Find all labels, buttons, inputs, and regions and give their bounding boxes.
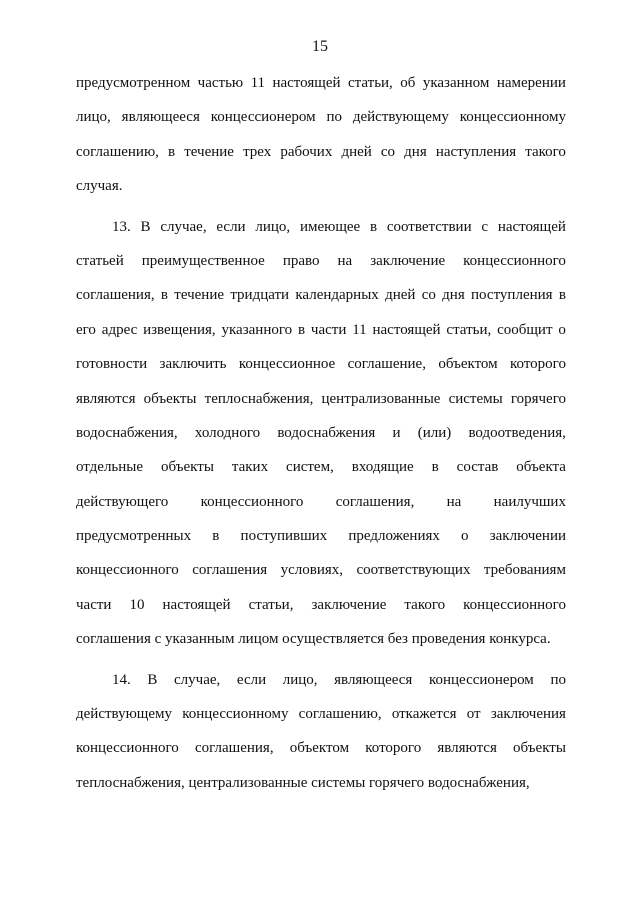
text-line: теплоснабжения, централизованные системы горячего водоснабжения, <box>76 774 530 791</box>
text-line: статьей преимущественное право на заключение концессионного <box>76 252 566 269</box>
text-line: его адрес извещения, указанного в части 11 настоящей статьи, сообщит о <box>76 321 566 338</box>
text-line: концессионного соглашения условиях, соответствующих требованиям <box>76 562 566 579</box>
text-line: соглашению, в течение трех рабочих дней со дня наступления такого <box>76 143 566 160</box>
text-line: случая. <box>76 178 123 195</box>
page-number: 15 <box>312 38 328 55</box>
text-line: предусмотренном частью 11 настоящей статьи, об указанном намерении <box>76 75 566 91</box>
paragraph <box>76 73 566 211</box>
text-line: 13. В случае, если лицо, имеющее в соответствии с настоящей <box>112 218 566 235</box>
paragraph <box>76 670 566 808</box>
text-line: предусмотренных в поступивших предложениях о заключении <box>76 528 566 545</box>
text-line: действующему концессионному соглашению, откажется от заключения <box>76 706 566 723</box>
text-line: являются объекты теплоснабжения, централизованные системы горячего <box>76 390 566 407</box>
paragraph <box>76 217 566 664</box>
text-line: соглашения, в течение тридцати календарных дней со дня поступления в <box>76 287 566 304</box>
text-line: части 10 настоящей статьи, заключение такого концессионного <box>76 596 566 613</box>
text-line: 14. В случае, если лицо, являющееся концессионером по <box>112 671 566 688</box>
text-line: водоснабжения, холодного водоснабжения и (или) водоотведения, <box>76 424 566 441</box>
text-line: соглашения с указанным лицом осуществляется без проведения конкурса. <box>76 631 551 648</box>
text-line: концессионного соглашения, объектом которого являются объекты <box>76 740 566 757</box>
document-body <box>76 73 566 807</box>
text-line: отдельные объекты таких систем, входящие в состав объекта <box>76 459 566 476</box>
text-line: готовности заключить концессионное соглашение, объектом которого <box>76 356 566 373</box>
text-line: лицо, являющееся концессионером по действующему концессионному <box>76 109 566 126</box>
text-line: действующего концессионного соглашения, на наилучших <box>76 493 566 510</box>
